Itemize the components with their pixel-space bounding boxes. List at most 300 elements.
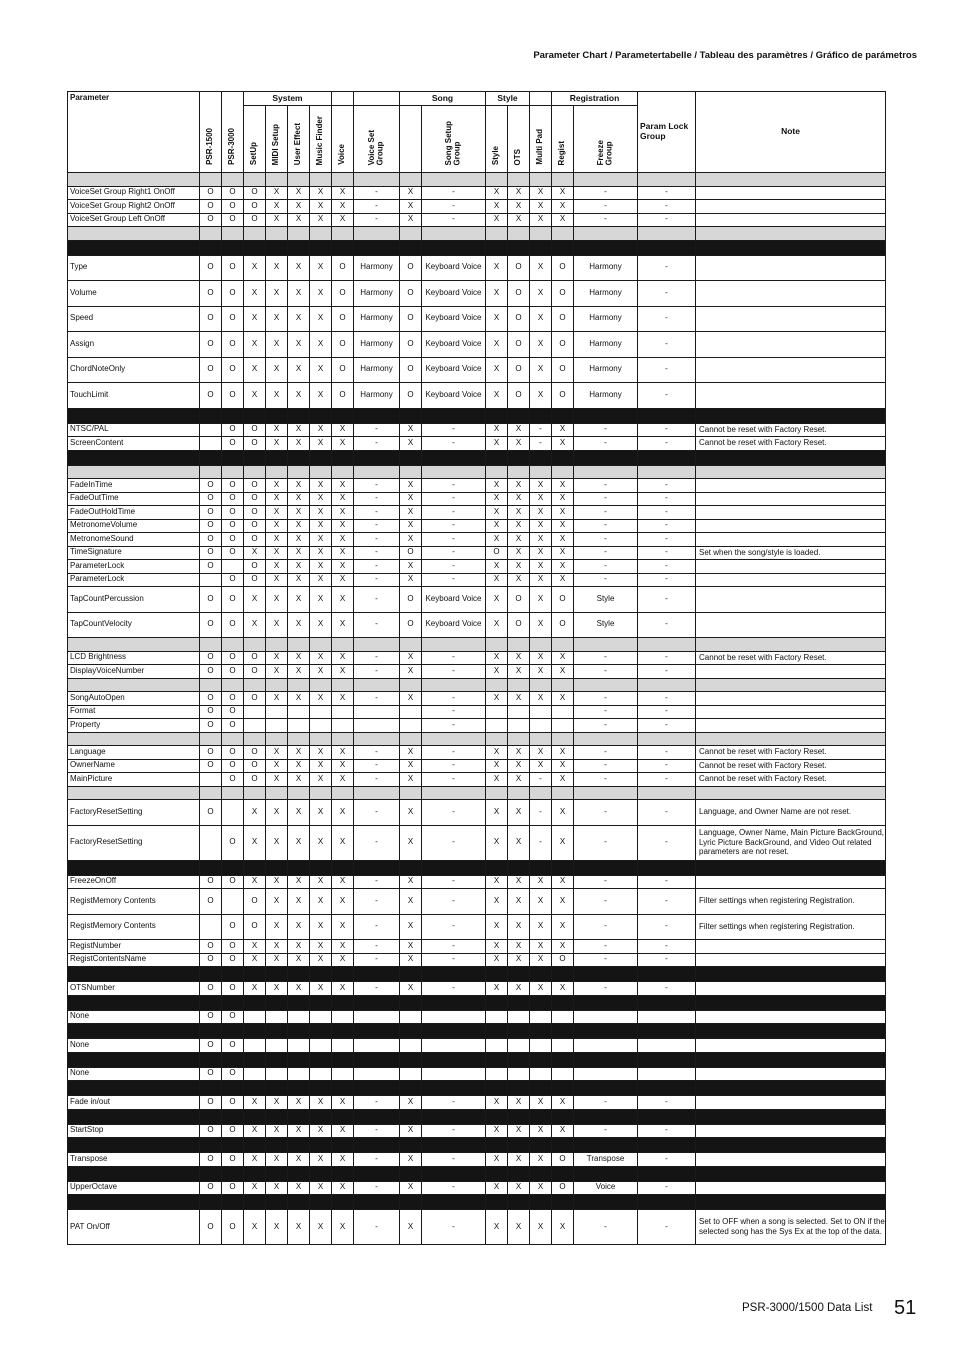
value-cell: - xyxy=(638,759,696,773)
value-cell: X xyxy=(310,651,332,665)
value-cell: X xyxy=(486,612,508,638)
value-cell: - xyxy=(354,982,400,996)
empty-cell xyxy=(638,1138,696,1153)
value-cell xyxy=(508,1067,530,1081)
value-cell: X xyxy=(266,492,288,506)
value-cell: O xyxy=(200,492,222,506)
empty-cell xyxy=(486,967,508,982)
note-cell: Language, and Owner Name are not reset. xyxy=(696,800,886,826)
value-cell: X xyxy=(266,281,288,307)
value-cell: - xyxy=(422,773,486,787)
value-cell xyxy=(200,773,222,787)
parameter-name: ParameterLock xyxy=(68,573,200,587)
value-cell: O xyxy=(222,1039,244,1053)
parameter-name: VoiceSet Group Right1 OnOff xyxy=(68,186,200,200)
empty-cell xyxy=(638,1109,696,1124)
value-cell: X xyxy=(332,1181,354,1195)
empty-cell xyxy=(354,1138,400,1153)
value-cell: X xyxy=(530,953,552,967)
empty-cell xyxy=(332,860,354,875)
value-cell: X xyxy=(288,573,310,587)
empty-cell xyxy=(266,860,288,875)
value-cell: X xyxy=(552,759,574,773)
value-cell xyxy=(486,1039,508,1053)
value-cell: X xyxy=(310,255,332,281)
value-cell: - xyxy=(354,200,400,214)
value-cell: X xyxy=(508,479,530,493)
value-cell: O xyxy=(400,255,422,281)
value-cell: - xyxy=(574,573,638,587)
value-cell: - xyxy=(422,759,486,773)
value-cell: - xyxy=(574,953,638,967)
empty-cell xyxy=(222,995,244,1010)
value-cell: - xyxy=(574,773,638,787)
value-cell xyxy=(244,1039,266,1053)
note-cell: Cannot be reset with Factory Reset. xyxy=(696,651,886,665)
value-cell: O xyxy=(332,281,354,307)
empty-cell xyxy=(222,860,244,875)
value-cell: X xyxy=(288,953,310,967)
value-cell: - xyxy=(422,889,486,915)
value-cell: O xyxy=(244,914,266,940)
empty-cell xyxy=(266,240,288,255)
value-cell xyxy=(244,705,266,719)
value-cell: X xyxy=(530,546,552,560)
value-cell xyxy=(288,719,310,733)
note-cell xyxy=(696,875,886,889)
empty-cell xyxy=(486,450,508,465)
value-cell: O xyxy=(400,281,422,307)
empty-cell xyxy=(354,173,400,187)
note-cell xyxy=(696,357,886,383)
value-cell: X xyxy=(288,587,310,613)
param-lock-heading: Param Lock Group xyxy=(638,92,696,173)
value-cell: X xyxy=(288,692,310,706)
value-cell: X xyxy=(486,213,508,227)
empty-cell xyxy=(508,1166,530,1181)
empty-cell xyxy=(638,465,696,479)
section-divider-row xyxy=(68,995,886,1010)
value-cell: X xyxy=(288,519,310,533)
empty-cell xyxy=(574,465,638,479)
empty-cell xyxy=(486,173,508,187)
value-cell: X xyxy=(244,1096,266,1110)
empty-cell xyxy=(310,465,332,479)
value-cell: X xyxy=(508,492,530,506)
value-cell: X xyxy=(508,953,530,967)
empty-cell xyxy=(354,995,400,1010)
value-cell: X xyxy=(310,560,332,574)
value-cell: X xyxy=(400,1181,422,1195)
empty-cell xyxy=(200,638,222,652)
value-cell xyxy=(200,914,222,940)
empty-cell xyxy=(422,1052,486,1067)
value-cell: X xyxy=(530,200,552,214)
value-cell xyxy=(508,1039,530,1053)
value-cell: X xyxy=(400,953,422,967)
parameter-name: FadeOutHoldTime xyxy=(68,506,200,520)
value-cell: X xyxy=(486,1153,508,1167)
value-cell xyxy=(530,1039,552,1053)
empty-cell xyxy=(552,1109,574,1124)
value-cell: O xyxy=(200,506,222,520)
table-row xyxy=(68,651,886,665)
value-cell xyxy=(310,1010,332,1024)
table-row xyxy=(68,692,886,706)
table-row xyxy=(68,573,886,587)
value-cell: - xyxy=(574,423,638,437)
value-cell: - xyxy=(354,612,400,638)
value-cell xyxy=(354,1039,400,1053)
empty-cell xyxy=(422,1081,486,1096)
value-cell: O xyxy=(200,692,222,706)
empty-cell xyxy=(696,240,886,255)
value-cell: O xyxy=(508,383,530,409)
value-cell: - xyxy=(354,560,400,574)
empty-cell xyxy=(508,1109,530,1124)
empty-cell xyxy=(244,450,266,465)
value-cell: - xyxy=(574,825,638,860)
value-cell: O xyxy=(222,746,244,760)
empty-cell xyxy=(332,465,354,479)
empty-cell xyxy=(288,450,310,465)
empty-cell xyxy=(400,1166,422,1181)
empty-cell xyxy=(638,408,696,423)
value-cell: - xyxy=(638,651,696,665)
empty-cell xyxy=(400,1024,422,1039)
value-cell xyxy=(486,1010,508,1024)
value-cell: - xyxy=(638,1153,696,1167)
empty-cell xyxy=(288,1109,310,1124)
parameter-heading: Parameter xyxy=(68,92,200,173)
empty-cell xyxy=(200,1052,222,1067)
section-gap-row xyxy=(68,732,886,746)
empty-cell xyxy=(422,450,486,465)
value-cell: X xyxy=(266,573,288,587)
empty-cell xyxy=(552,1081,574,1096)
parameter-name: ParameterLock xyxy=(68,560,200,574)
value-cell: - xyxy=(354,800,400,826)
empty-cell xyxy=(400,465,422,479)
note-cell xyxy=(696,281,886,307)
value-cell: O xyxy=(222,825,244,860)
value-cell: X xyxy=(310,357,332,383)
value-cell: X xyxy=(508,423,530,437)
value-cell: X xyxy=(244,982,266,996)
note-cell xyxy=(696,940,886,954)
empty-cell xyxy=(200,465,222,479)
value-cell: X xyxy=(288,332,310,358)
value-cell xyxy=(288,1067,310,1081)
value-cell: O xyxy=(400,332,422,358)
empty-cell xyxy=(332,995,354,1010)
value-cell: X xyxy=(530,875,552,889)
value-cell: X xyxy=(530,573,552,587)
value-cell: O xyxy=(508,281,530,307)
value-cell: - xyxy=(638,519,696,533)
value-cell: X xyxy=(486,383,508,409)
value-cell: O xyxy=(222,914,244,940)
empty-cell xyxy=(200,1024,222,1039)
empty-cell xyxy=(222,1081,244,1096)
note-cell xyxy=(696,1181,886,1195)
value-cell: X xyxy=(552,1124,574,1138)
value-cell: O xyxy=(222,573,244,587)
value-cell: - xyxy=(638,665,696,679)
empty-cell xyxy=(266,967,288,982)
value-cell: X xyxy=(288,423,310,437)
empty-cell xyxy=(244,786,266,800)
value-cell: X xyxy=(486,953,508,967)
value-cell: - xyxy=(574,914,638,940)
empty-cell xyxy=(310,1109,332,1124)
empty-cell xyxy=(638,227,696,241)
empty-cell xyxy=(266,408,288,423)
group-song: Song xyxy=(400,92,486,106)
table-row xyxy=(68,612,886,638)
value-cell: X xyxy=(400,1124,422,1138)
empty-cell xyxy=(68,995,200,1010)
value-cell: - xyxy=(574,800,638,826)
value-cell xyxy=(332,1039,354,1053)
note-cell xyxy=(696,705,886,719)
value-cell xyxy=(400,719,422,733)
value-cell: X xyxy=(288,665,310,679)
empty-cell xyxy=(508,1195,530,1210)
table-row xyxy=(68,255,886,281)
value-cell: X xyxy=(332,940,354,954)
value-cell: - xyxy=(354,692,400,706)
note-cell: Language, Owner Name, Main Picture BackGround, Lyric Picture BackGround, and Video Out related parameters are not reset. xyxy=(696,825,886,860)
value-cell xyxy=(530,719,552,733)
value-cell: O xyxy=(222,773,244,787)
value-cell: X xyxy=(332,492,354,506)
value-cell: X xyxy=(288,546,310,560)
value-cell: - xyxy=(574,479,638,493)
empty-cell xyxy=(332,1138,354,1153)
table-row xyxy=(68,1153,886,1167)
note-cell xyxy=(696,953,886,967)
empty-cell xyxy=(332,1109,354,1124)
empty-cell xyxy=(486,860,508,875)
empty-cell xyxy=(310,1024,332,1039)
value-cell: O xyxy=(222,1067,244,1081)
empty-cell xyxy=(696,1109,886,1124)
value-cell: - xyxy=(354,746,400,760)
value-cell: O xyxy=(244,200,266,214)
value-cell: - xyxy=(354,423,400,437)
value-cell: X xyxy=(400,506,422,520)
value-cell: X xyxy=(508,692,530,706)
value-cell: X xyxy=(530,665,552,679)
empty-cell xyxy=(400,1195,422,1210)
empty-cell xyxy=(552,967,574,982)
value-cell: Keyboard Voice xyxy=(422,255,486,281)
value-cell: X xyxy=(244,306,266,332)
value-cell: O xyxy=(200,1181,222,1195)
value-cell: X xyxy=(288,773,310,787)
value-cell: X xyxy=(400,1096,422,1110)
table-row xyxy=(68,1210,886,1245)
note-cell xyxy=(696,1096,886,1110)
empty-cell xyxy=(310,638,332,652)
value-cell: - xyxy=(354,889,400,915)
value-cell: O xyxy=(244,479,266,493)
note-cell xyxy=(696,692,886,706)
value-cell: O xyxy=(200,953,222,967)
empty-cell xyxy=(574,408,638,423)
value-cell: X xyxy=(332,186,354,200)
empty-cell xyxy=(530,1195,552,1210)
group-blank-multipad xyxy=(530,92,552,106)
value-cell: X xyxy=(508,889,530,915)
value-cell: X xyxy=(332,519,354,533)
value-cell: X xyxy=(552,506,574,520)
value-cell: - xyxy=(422,875,486,889)
value-cell: - xyxy=(422,651,486,665)
value-cell: X xyxy=(266,982,288,996)
empty-cell xyxy=(638,732,696,746)
empty-cell xyxy=(552,173,574,187)
empty-cell xyxy=(200,450,222,465)
empty-cell xyxy=(288,860,310,875)
empty-cell xyxy=(696,638,886,652)
value-cell: - xyxy=(422,200,486,214)
value-cell: X xyxy=(266,1210,288,1245)
empty-cell xyxy=(288,408,310,423)
empty-cell xyxy=(486,1195,508,1210)
value-cell: X xyxy=(288,746,310,760)
section-divider-row xyxy=(68,1081,886,1096)
value-cell: O xyxy=(222,1181,244,1195)
value-cell: O xyxy=(244,889,266,915)
value-cell: X xyxy=(486,651,508,665)
value-cell: O xyxy=(200,1153,222,1167)
parameter-name: None xyxy=(68,1039,200,1053)
value-cell: O xyxy=(222,306,244,332)
value-cell: X xyxy=(486,1124,508,1138)
empty-cell xyxy=(400,732,422,746)
empty-cell xyxy=(696,408,886,423)
empty-cell xyxy=(552,1052,574,1067)
value-cell: X xyxy=(332,746,354,760)
value-cell: X xyxy=(530,759,552,773)
col-voice-set-group: Voice Set Group xyxy=(354,106,400,173)
value-cell: X xyxy=(530,889,552,915)
value-cell: - xyxy=(354,759,400,773)
empty-cell xyxy=(244,995,266,1010)
value-cell: X xyxy=(332,1096,354,1110)
value-cell xyxy=(552,1010,574,1024)
value-cell: X xyxy=(310,1153,332,1167)
value-cell: O xyxy=(244,423,266,437)
value-cell xyxy=(288,705,310,719)
value-cell: X xyxy=(244,255,266,281)
empty-cell xyxy=(222,227,244,241)
value-cell: X xyxy=(332,1210,354,1245)
empty-cell xyxy=(288,995,310,1010)
value-cell: Harmony xyxy=(574,306,638,332)
value-cell: - xyxy=(638,914,696,940)
value-cell: O xyxy=(222,479,244,493)
empty-cell xyxy=(486,732,508,746)
empty-cell xyxy=(200,678,222,692)
value-cell: - xyxy=(638,1210,696,1245)
empty-cell xyxy=(200,786,222,800)
value-cell: X xyxy=(486,255,508,281)
value-cell xyxy=(638,1039,696,1053)
value-cell: X xyxy=(310,889,332,915)
empty-cell xyxy=(68,1166,200,1181)
value-cell xyxy=(200,437,222,451)
empty-cell xyxy=(244,967,266,982)
value-cell: X xyxy=(288,875,310,889)
col-midi-setup: MIDI Setup xyxy=(266,106,288,173)
empty-cell xyxy=(486,1109,508,1124)
empty-cell xyxy=(310,227,332,241)
value-cell: - xyxy=(422,186,486,200)
value-cell: X xyxy=(288,651,310,665)
value-cell: X xyxy=(266,651,288,665)
empty-cell xyxy=(244,240,266,255)
value-cell: - xyxy=(638,587,696,613)
value-cell: X xyxy=(332,773,354,787)
value-cell: X xyxy=(508,1210,530,1245)
value-cell: X xyxy=(244,875,266,889)
value-cell: - xyxy=(354,533,400,547)
note-cell xyxy=(696,332,886,358)
empty-cell xyxy=(552,732,574,746)
empty-cell xyxy=(266,1166,288,1181)
empty-cell xyxy=(400,967,422,982)
parameter-name: Format xyxy=(68,705,200,719)
empty-cell xyxy=(638,995,696,1010)
empty-cell xyxy=(508,860,530,875)
value-cell: O xyxy=(200,940,222,954)
empty-cell xyxy=(508,1138,530,1153)
value-cell: X xyxy=(530,692,552,706)
value-cell: X xyxy=(552,546,574,560)
value-cell: - xyxy=(574,560,638,574)
value-cell: - xyxy=(638,533,696,547)
value-cell: Harmony xyxy=(354,255,400,281)
empty-cell xyxy=(332,967,354,982)
empty-cell xyxy=(244,1195,266,1210)
value-cell: - xyxy=(638,982,696,996)
parameter-chart-table xyxy=(67,91,886,1245)
value-cell: X xyxy=(288,612,310,638)
value-cell: O xyxy=(200,281,222,307)
value-cell: - xyxy=(574,213,638,227)
value-cell: O xyxy=(244,533,266,547)
value-cell: - xyxy=(354,492,400,506)
value-cell: X xyxy=(486,437,508,451)
empty-cell xyxy=(266,465,288,479)
value-cell: X xyxy=(530,746,552,760)
value-cell: X xyxy=(486,479,508,493)
value-cell: - xyxy=(354,573,400,587)
value-cell: O xyxy=(552,612,574,638)
value-cell: X xyxy=(530,281,552,307)
empty-cell xyxy=(508,967,530,982)
value-cell: O xyxy=(486,546,508,560)
empty-cell xyxy=(200,227,222,241)
empty-cell xyxy=(552,1138,574,1153)
value-cell: X xyxy=(244,940,266,954)
value-cell: - xyxy=(422,940,486,954)
parameter-name: TimeSignature xyxy=(68,546,200,560)
col-psr3000: PSR-3000 xyxy=(222,92,244,173)
